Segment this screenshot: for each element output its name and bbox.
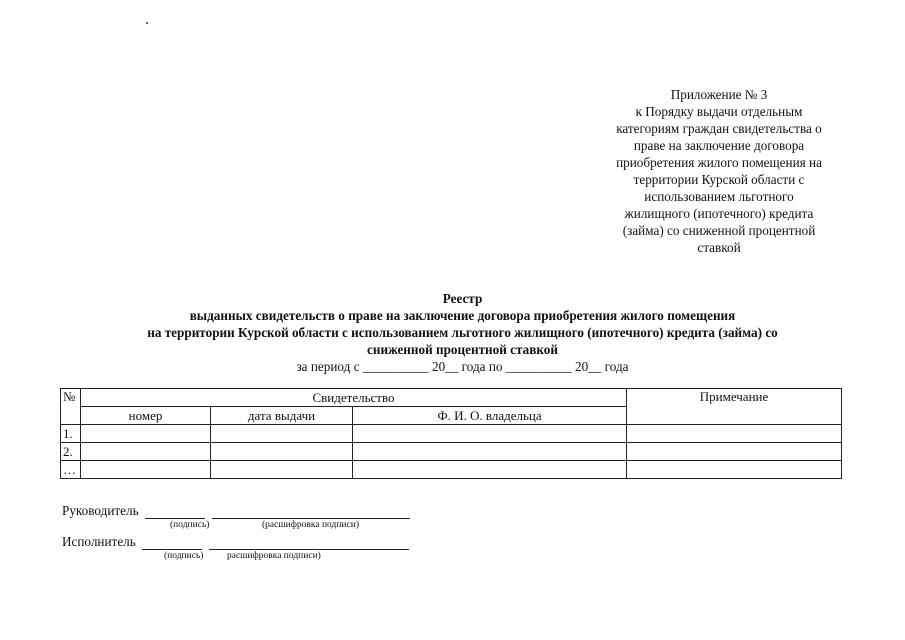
title-line: сниженной процентной ставкой xyxy=(367,342,558,357)
row-number: 2. xyxy=(61,443,81,461)
table-cell xyxy=(627,425,842,443)
table-cell xyxy=(353,443,627,461)
period-line: за период с __________ 20__ года по __________ 20__ года xyxy=(296,359,629,374)
cert-number-header: номер xyxy=(81,407,211,425)
appendix-line: приобретения жилого помещения на xyxy=(616,155,822,170)
executor-decode-caption: расшифровка подписи) xyxy=(227,551,321,561)
appendix-line: к Порядку выдачи отдельным xyxy=(635,104,803,119)
table-row xyxy=(61,443,842,461)
head-decode-blank xyxy=(212,504,410,519)
document-title xyxy=(40,290,885,375)
table-cell xyxy=(81,425,211,443)
title-heading: Реестр xyxy=(442,291,483,306)
note-header: Примечание xyxy=(627,389,842,425)
col-number-header: № xyxy=(61,389,81,425)
head-decode-caption: (расшифровка подписи) xyxy=(262,520,359,530)
table-header-row xyxy=(61,389,842,407)
table-cell xyxy=(211,443,353,461)
table-cell xyxy=(353,425,627,443)
certificate-group-header: Свидетельство xyxy=(81,389,627,407)
table-cell xyxy=(211,425,353,443)
appendix-block xyxy=(588,86,850,256)
head-sign-blank xyxy=(145,504,205,519)
table-cell xyxy=(627,443,842,461)
owner-name-header: Ф. И. О. владельца xyxy=(353,407,627,425)
appendix-line: (займа) со сниженной процентной xyxy=(622,223,816,238)
row-number: … xyxy=(61,461,81,479)
table-cell xyxy=(81,443,211,461)
appendix-line: ставкой xyxy=(697,240,741,255)
title-line: на территории Курской области с использованием льготного жилищного (ипотечного) кредита (займа) со xyxy=(147,325,778,340)
executor-sign-blank xyxy=(142,535,202,550)
table-row xyxy=(61,425,842,443)
head-signature-line xyxy=(62,503,410,519)
executor-sign-caption: (подпись) xyxy=(164,551,204,561)
head-label: Руководитель xyxy=(62,503,139,518)
table-cell xyxy=(627,461,842,479)
appendix-line: использованием льготного xyxy=(644,189,794,204)
issue-date-header: дата выдачи xyxy=(211,407,353,425)
executor-decode-blank xyxy=(209,535,409,550)
title-line: выданных свидетельств о праве на заключение договора приобретения жилого помещения xyxy=(189,308,736,323)
appendix-line: категориям граждан свидетельства о xyxy=(616,121,822,136)
executor-label: Исполнитель xyxy=(62,534,136,549)
appendix-line: территории Курской области с xyxy=(633,172,805,187)
stray-dot xyxy=(146,22,148,24)
appendix-line: жилищного (ипотечного) кредита xyxy=(624,206,814,221)
head-sign-caption: (подпись) xyxy=(170,520,210,530)
appendix-line: праве на заключение договора xyxy=(633,138,805,153)
table-row xyxy=(61,461,842,479)
table-cell xyxy=(353,461,627,479)
row-number: 1. xyxy=(61,425,81,443)
table-cell xyxy=(81,461,211,479)
executor-signature-line xyxy=(62,534,409,550)
table-cell xyxy=(211,461,353,479)
appendix-line: Приложение № 3 xyxy=(670,87,768,102)
registry-table xyxy=(60,388,842,479)
